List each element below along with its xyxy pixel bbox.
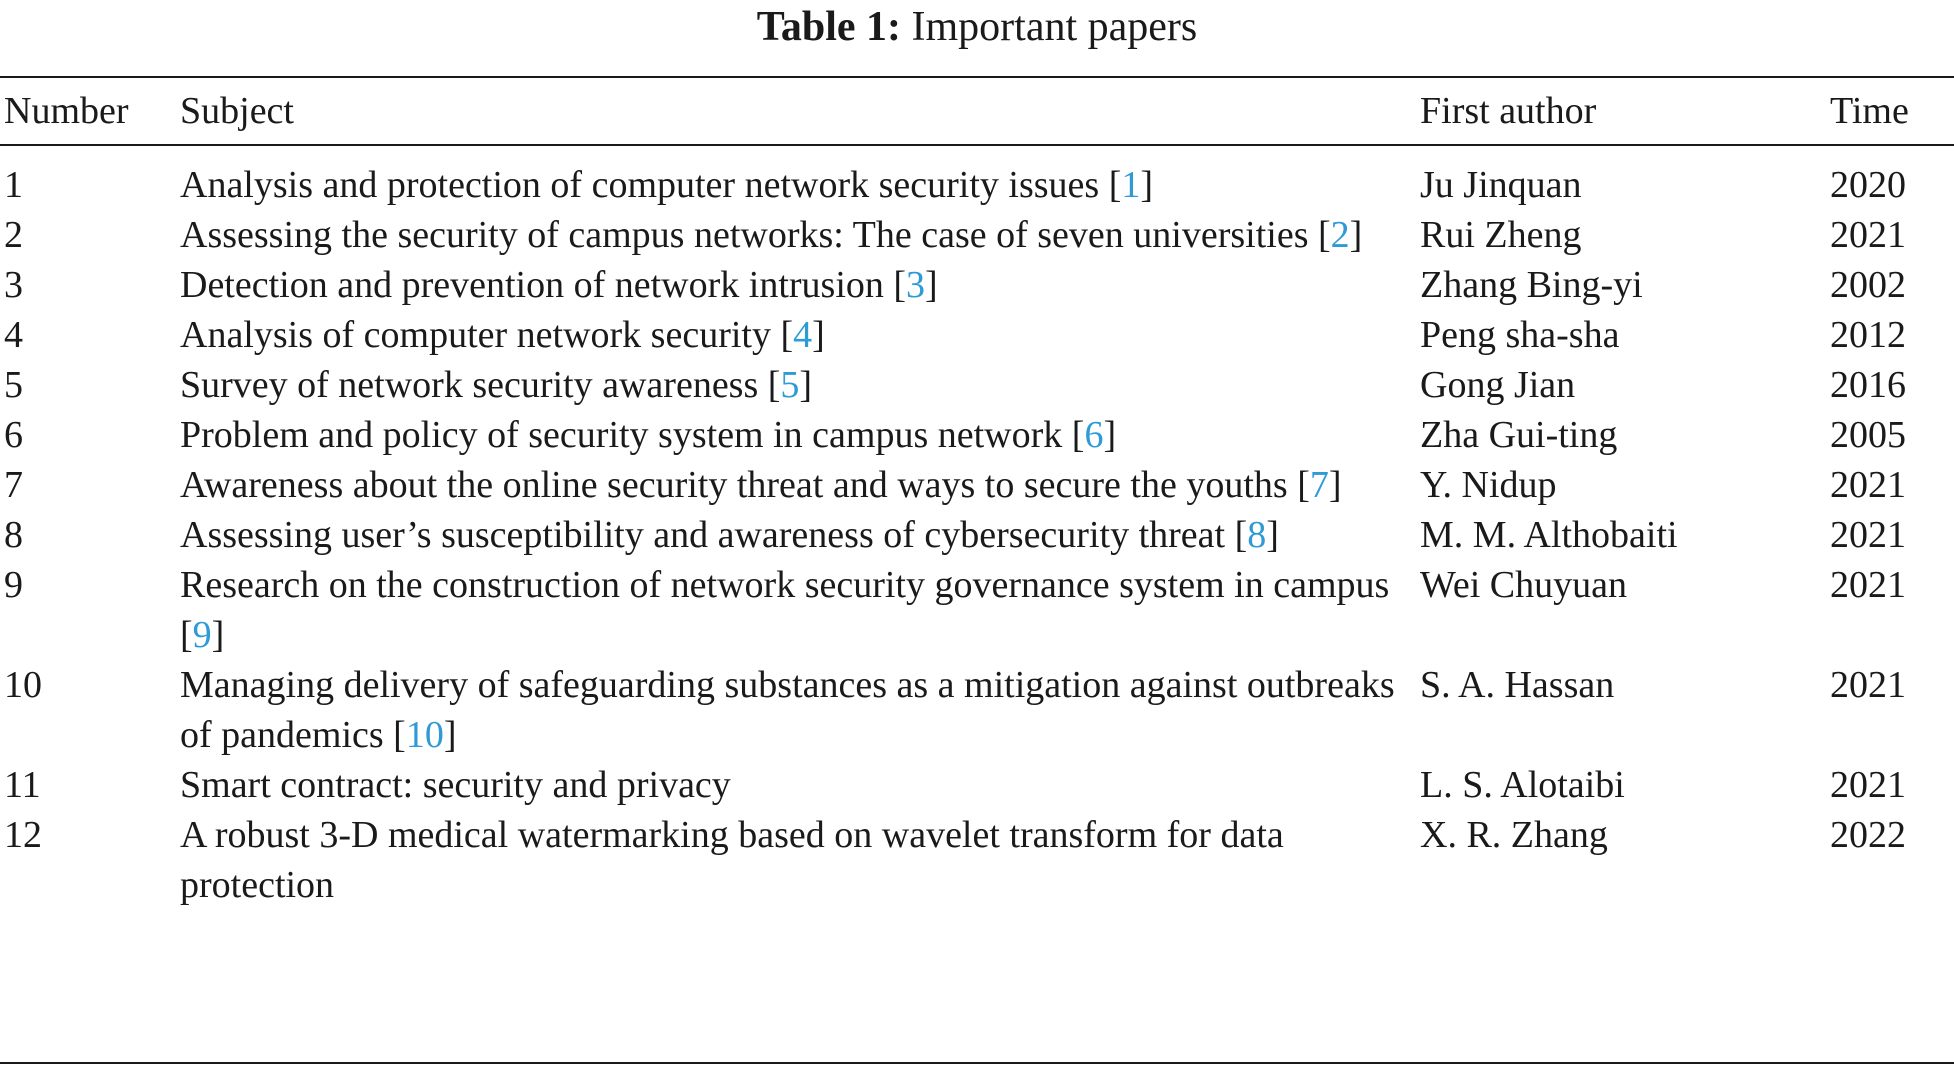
table-row [0,144,1954,210]
table-row [0,460,1954,510]
citation: [3] [893,264,938,306]
cell-number: 1 [4,164,23,206]
cell-number: 7 [4,464,23,506]
citation-link[interactable]: 7 [1309,464,1329,506]
citation-link[interactable]: 6 [1084,414,1104,456]
cell-subject [180,210,1420,260]
cell-subject [180,410,1420,460]
cell-number: 11 [4,764,41,806]
citation: [6] [1071,414,1117,456]
citation: [10] [393,714,457,756]
subject-text: Assessing user’s susceptibility and awareness of cybersecurity threat [180,514,1226,556]
table-row [0,260,1954,310]
cell-time: 2005 [1830,414,1906,456]
cell-first-author: Zha Gui-ting [1420,414,1618,456]
citation: [7] [1297,464,1342,506]
cell-time: 2021 [1830,764,1906,806]
table-body [0,144,1954,910]
citation-link[interactable]: 9 [192,614,212,656]
table-caption-title: Important papers [911,4,1198,50]
table-row [0,310,1954,360]
important-papers-table [0,78,1954,910]
cell-time: 2021 [1830,664,1906,706]
citation-link[interactable]: 1 [1121,164,1141,206]
table-row [0,760,1954,810]
cell-first-author: X. R. Zhang [1420,814,1608,856]
cell-number: 5 [4,364,23,406]
subject-text: Smart contract: security and privacy [180,764,731,806]
table-caption-label: Table 1: [756,4,902,50]
cell-number: 4 [4,314,23,356]
citation-link[interactable]: 2 [1330,214,1350,256]
cell-time: 2016 [1830,364,1906,406]
cell-first-author: Rui Zheng [1420,214,1582,256]
citation: [8] [1234,514,1279,556]
cell-subject [180,810,1420,910]
cell-first-author: Wei Chuyuan [1420,564,1627,606]
citation: [9] [180,614,225,656]
subject-text: Research on the construction of network security governance system in campus [180,564,1390,606]
cell-number: 2 [4,214,23,256]
table-caption [0,2,1954,52]
table-row [0,510,1954,560]
citation-link[interactable]: 4 [793,314,813,356]
cell-subject [180,260,1420,310]
table-header-row [0,78,1954,144]
subject-text: Awareness about the online security threat and ways to secure the youths [180,464,1288,506]
subject-text: Problem and policy of security system in campus network [180,414,1063,456]
table-row [0,810,1954,910]
citation-link[interactable]: 5 [780,364,800,406]
column-header-author: First author [1420,90,1597,132]
citation: [4] [780,314,825,356]
citation-link[interactable]: 3 [906,264,926,306]
cell-number: 6 [4,414,23,456]
table-row [0,660,1954,760]
cell-number: 10 [4,664,42,706]
cell-time: 2021 [1830,514,1906,556]
subject-text: Analysis of computer network security [180,314,771,356]
table-row [0,360,1954,410]
cell-first-author: Peng sha-sha [1420,314,1620,356]
column-header-time: Time [1830,90,1909,132]
table-row [0,210,1954,260]
table-row [0,410,1954,460]
cell-number: 3 [4,264,23,306]
subject-text: Assessing the security of campus networks: The case of seven universities [180,214,1309,256]
subject-text: Detection and prevention of network intrusion [180,264,884,306]
cell-subject [180,510,1420,560]
subject-text: A robust 3-D medical watermarking based on wavelet transform for data protection [180,814,1284,906]
cell-subject [180,660,1420,760]
cell-subject [180,460,1420,510]
cell-subject [180,310,1420,360]
cell-subject [180,360,1420,410]
cell-number: 9 [4,564,23,606]
citation: [1] [1108,164,1153,206]
citation: [5] [767,364,813,406]
cell-first-author: Ju Jinquan [1420,164,1582,206]
cell-first-author: Gong Jian [1420,364,1576,406]
table-row [0,560,1954,660]
column-header-number: Number [4,90,129,132]
cell-subject [180,760,1420,810]
cell-subject [180,144,1420,210]
cell-time: 2021 [1830,214,1906,256]
subject-text: Analysis and protection of computer network security issues [180,164,1100,206]
cell-time: 2020 [1830,164,1906,206]
cell-first-author: S. A. Hassan [1420,664,1615,706]
cell-first-author: M. M. Althobaiti [1420,514,1678,556]
citation-link[interactable]: 10 [405,714,444,756]
cell-number: 12 [4,814,42,856]
cell-time: 2021 [1830,564,1906,606]
cell-time: 2012 [1830,314,1906,356]
cell-time: 2022 [1830,814,1906,856]
subject-text: Managing delivery of safeguarding substances as a mitigation against outbreaks of pandemics [180,664,1395,756]
table-bottom-rule [0,1062,1954,1064]
cell-time: 2002 [1830,264,1906,306]
cell-first-author: Zhang Bing-yi [1420,264,1643,306]
cell-time: 2021 [1830,464,1906,506]
cell-subject [180,560,1420,660]
column-header-subject: Subject [180,90,294,132]
cell-number: 8 [4,514,23,556]
citation-link[interactable]: 8 [1247,514,1267,556]
cell-first-author: Y. Nidup [1420,464,1557,506]
subject-text: Survey of network security awareness [180,364,759,406]
cell-first-author: L. S. Alotaibi [1420,764,1625,806]
citation: [2] [1317,214,1363,256]
